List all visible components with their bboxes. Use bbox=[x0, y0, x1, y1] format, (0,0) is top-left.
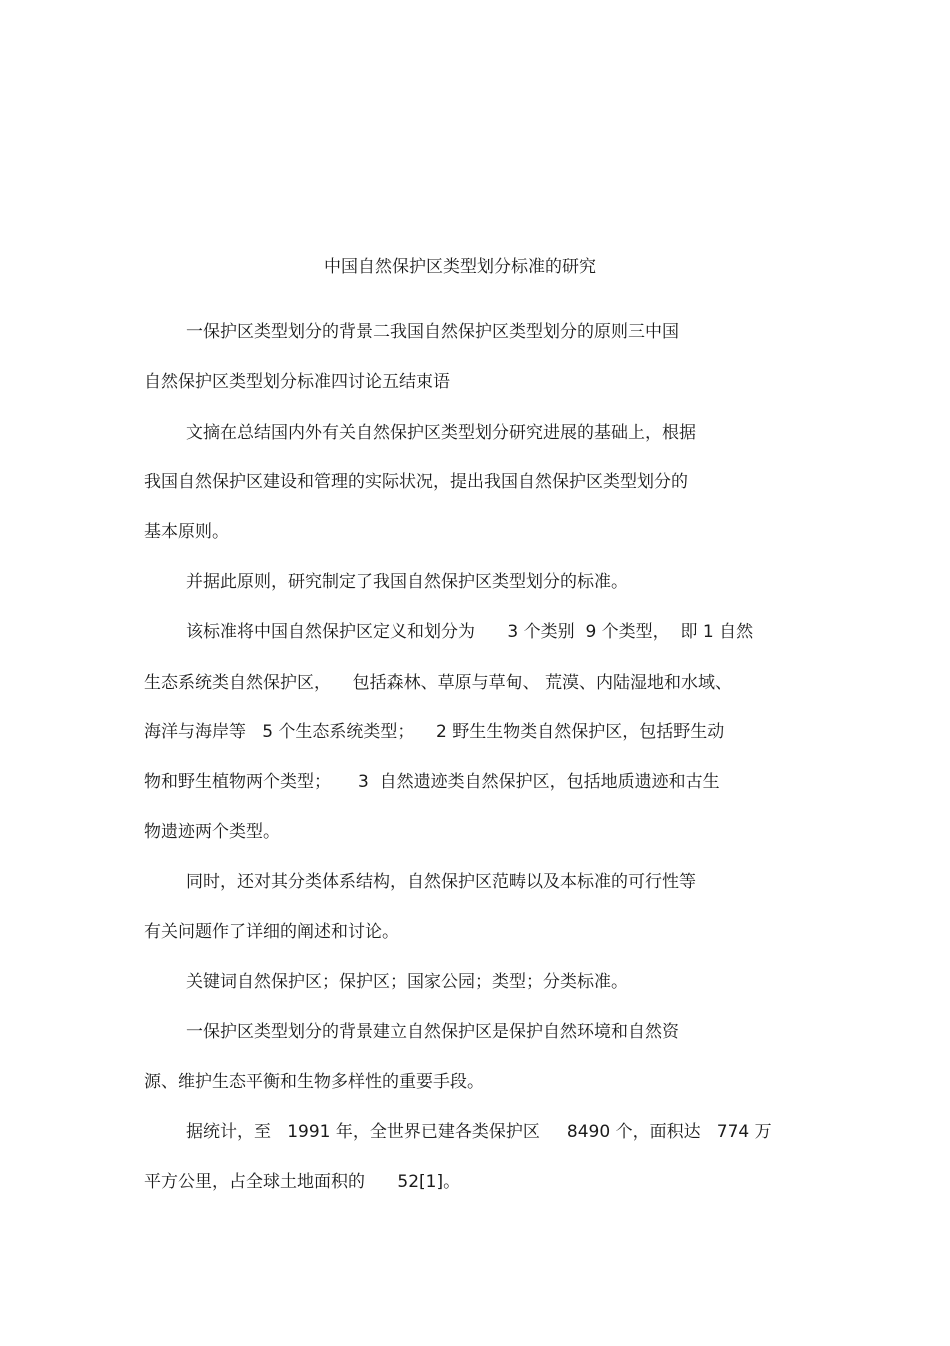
paragraph-line-abstract-2: 我国自然保护区建设和管理的实际状况，提出我国自然保护区类型划分的 bbox=[144, 472, 688, 492]
paragraph-line-categories-5: 物遗迹两个类型。 bbox=[144, 822, 280, 842]
paragraph-line-categories-2: 生态系统类自然保护区， 包括森林、草原与草甸、 荒漠、内陆湿地和水域、 bbox=[144, 673, 733, 693]
paragraph-line-categories-4: 物和野生植物两个类型； 3 自然遗迹类自然保护区，包括地质遗迹和古生 bbox=[144, 772, 720, 792]
paragraph-line-toc-2: 自然保护区类型划分标准四讨论五结束语 bbox=[144, 372, 450, 392]
paragraph-line-keywords: 关键词自然保护区；保护区；国家公园；类型；分类标准。 bbox=[186, 972, 628, 992]
paragraph-line-categories-3: 海洋与海岸等 5 个生态系统类型； 2 野生生物类自然保护区，包括野生动 bbox=[144, 722, 725, 742]
paragraph-line-discussion-2: 有关问题作了详细的阐述和讨论。 bbox=[144, 922, 399, 942]
paragraph-line-background-1: 一保护区类型划分的背景建立自然保护区是保护自然环境和自然资 bbox=[186, 1022, 679, 1042]
paragraph-line-standard: 并据此原则，研究制定了我国自然保护区类型划分的标准。 bbox=[186, 572, 628, 592]
paragraph-line-abstract-3: 基本原则。 bbox=[144, 522, 229, 542]
paragraph-line-toc-1: 一保护区类型划分的背景二我国自然保护区类型划分的原则三中国 bbox=[186, 322, 679, 342]
paragraph-line-statistics-2: 平方公里，占全球土地面积的 52[1]。 bbox=[144, 1172, 461, 1192]
paragraph-line-statistics-1: 据统计，至 1991 年，全世界已建各类保护区 8490 个，面积达 774 万 bbox=[186, 1122, 772, 1142]
paragraph-line-abstract-1: 文摘在总结国内外有关自然保护区类型划分研究进展的基础上，根据 bbox=[186, 423, 696, 443]
paragraph-line-categories-1: 该标准将中国自然保护区定义和划分为 3 个类别 9 个类型， 即 1 自然 bbox=[186, 622, 754, 642]
paragraph-line-discussion-1: 同时，还对其分类体系结构，自然保护区范畴以及本标准的可行性等 bbox=[186, 872, 696, 892]
document-title: 中国自然保护区类型划分标准的研究 bbox=[324, 257, 596, 277]
paragraph-line-background-2: 源、维护生态平衡和生物多样性的重要手段。 bbox=[144, 1072, 484, 1092]
